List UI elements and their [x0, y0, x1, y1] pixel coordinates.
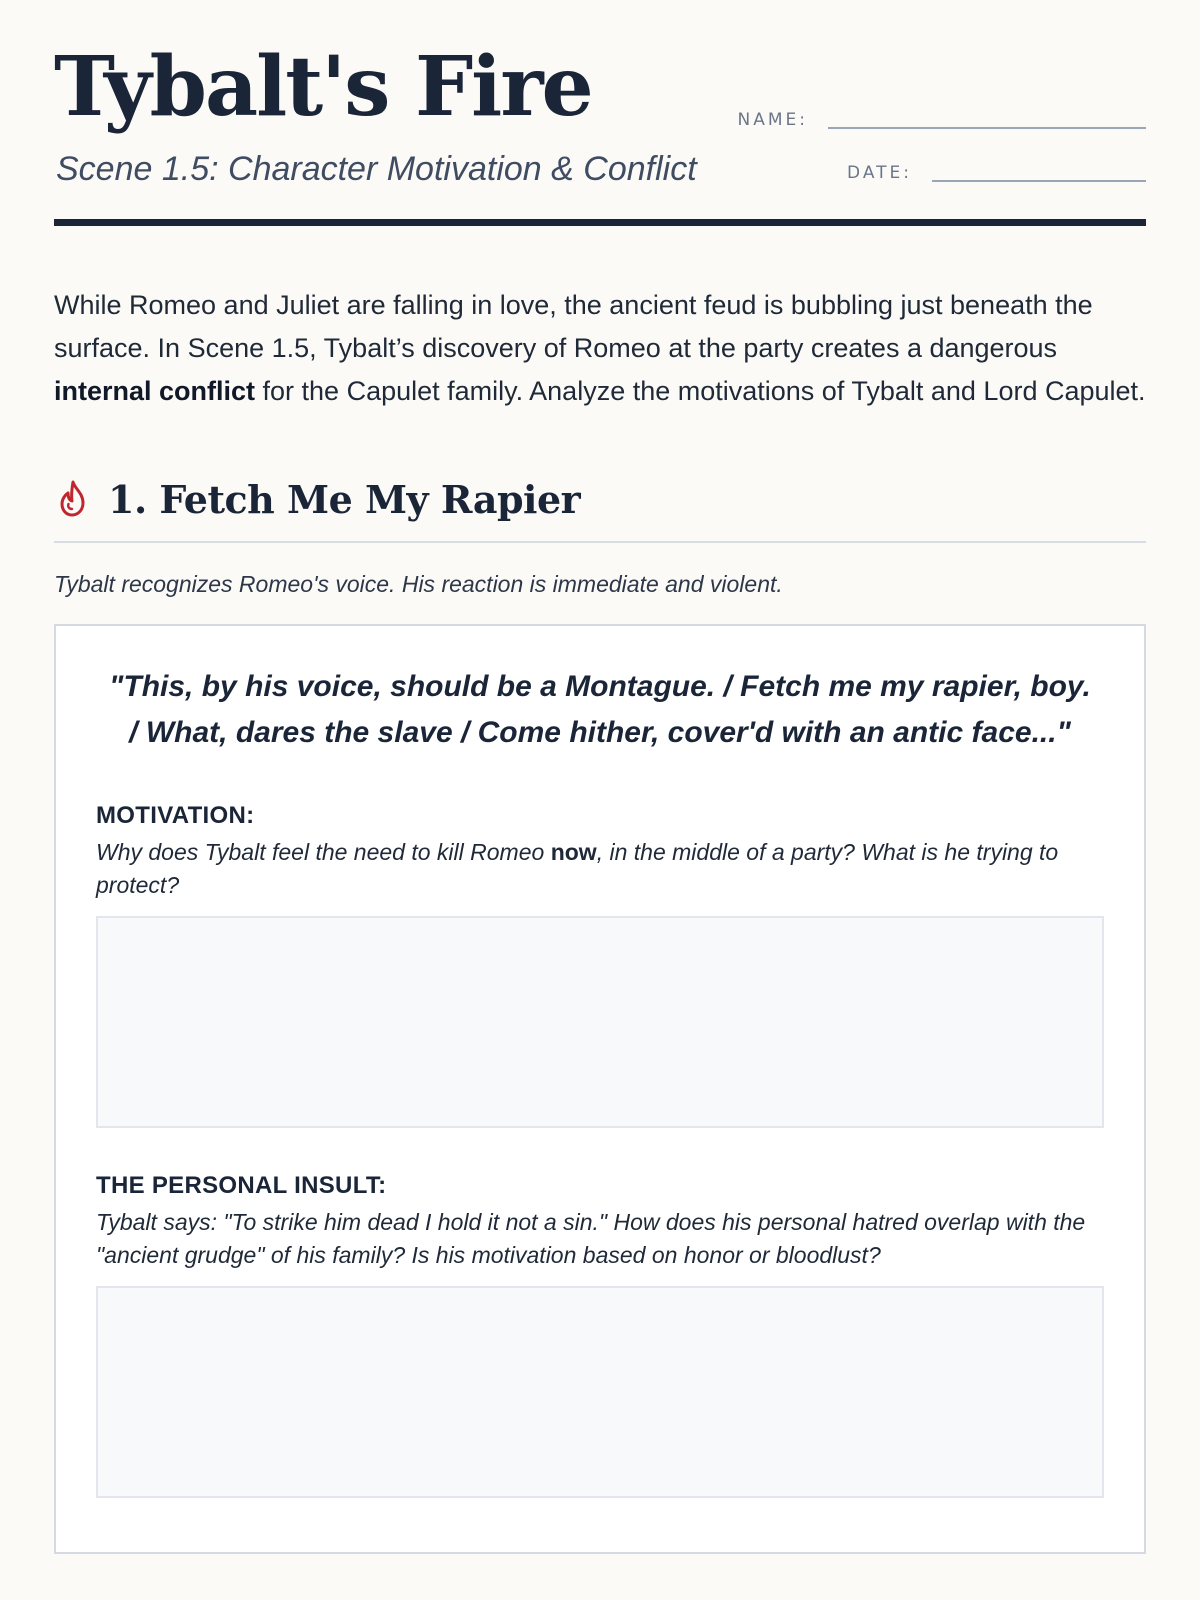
section-1-divider: [54, 541, 1146, 543]
motivation-prompt-emphasis: now: [550, 839, 597, 865]
personal-insult-answer-box[interactable]: [96, 1286, 1104, 1498]
name-label: NAME:: [737, 110, 808, 130]
name-field: [738, 112, 1146, 129]
personal-insult-prompt: Tybalt says: "To strike him dead I hold it not a sin." How does his personal hatred overlap with the "ancient grudge" of his family? Is his motivation based on honor or bloodlust?: [96, 1209, 1086, 1268]
date-line[interactable]: [932, 166, 1146, 182]
tybalt-quote: "This, by his voice, should be a Montague. / Fetch me my rapier, boy. / What, dares the slave / Come hither, cover'd with an antic face...": [109, 670, 1091, 749]
motivation-prompt-start: Why does Tybalt feel the need to kill Romeo: [96, 839, 551, 865]
worksheet-subtitle: Scene 1.5: Character Motivation & Conflict: [56, 150, 697, 188]
section-1-description: Tybalt recognizes Romeo's voice. His reaction is immediate and violent.: [54, 571, 783, 597]
date-label: DATE:: [847, 163, 912, 183]
intro-bold-term: internal conflict: [54, 376, 256, 406]
section-1-heading: [54, 469, 1146, 529]
personal-insult-label: THE PERSONAL INSULT:: [96, 1172, 387, 1199]
question-card: [54, 624, 1146, 1554]
date-field: [847, 165, 1146, 182]
flame-icon: [56, 479, 90, 519]
worksheet-header: [54, 0, 1146, 228]
motivation-prompt: [96, 836, 1104, 902]
header-divider: [54, 219, 1146, 226]
intro-text-start: While Romeo and Juliet are falling in love, the ancient feud is bubbling just beneath the surface. In Scene 1.5, Tybalt’s discovery of Romeo at the party creates a dangerous: [54, 290, 1093, 363]
intro-text-end: for the Capulet family. Analyze the motivations of Tybalt and Lord Capulet.: [255, 376, 1146, 406]
motivation-prompt-end: , in the middle of a party? What is he trying to protect?: [96, 839, 1059, 898]
worksheet-title: Tybalt's Fire: [54, 39, 592, 135]
motivation-answer-box[interactable]: [96, 916, 1104, 1128]
name-line[interactable]: [828, 113, 1146, 129]
intro-paragraph: [54, 284, 1146, 413]
motivation-label: MOTIVATION:: [96, 802, 255, 829]
section-1-title: 1. Fetch Me My Rapier: [108, 476, 581, 522]
